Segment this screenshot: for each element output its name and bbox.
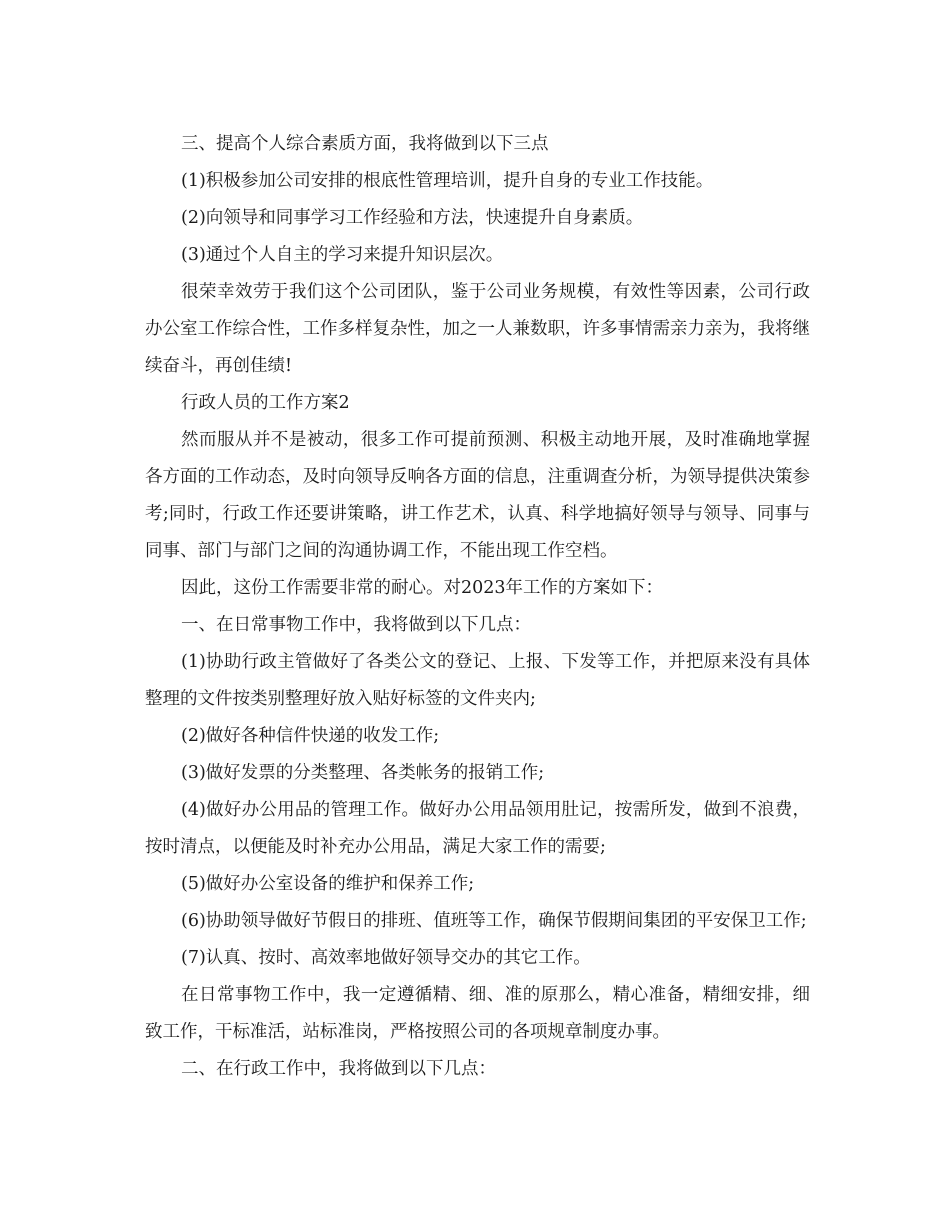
list-item: (6)协助领导做好节假日的排班、值班等工作，确保节假期间集团的平安保卫工作; [181,911,807,931]
list-item: (5)做好办公室设备的维护和保养工作; [181,874,475,894]
section-heading-2: 二、在行政工作中，我将做到以下几点： [181,1059,496,1079]
document-section-title: 行政人员的工作方案2 [181,393,350,413]
section-heading-3: 三、提高个人综合素质方面，我将做到以下三点 [181,134,549,154]
document-body [145,126,810,1088]
list-item: (2)做好各种信件快递的收发工作; [181,726,440,746]
body-paragraph: 然而服从并不是被动，很多工作可提前预测、积极主动地开展，及时准确地掌握各方面的工作动态，及时向领导反响各方面的信息，注重调查分析，为领导提供决策参考;同时，行政工作还要讲策略，讲工作艺术，认真、科学地搞好领导与领导、同事与同事、部门与部门之间的沟通协调工作，不能出现工作空档。 [145,430,810,561]
list-item: (1)积极参加公司安排的根底性管理培训，提升自身的专业工作技能。 [181,171,714,191]
body-paragraph: 在日常事物工作中，我一定遵循精、细、准的原那么，精心准备，精细安排，细致工作，干标准活，站标准岗，严格按照公司的各项规章制度办事。 [145,985,810,1042]
body-paragraph: 很荣幸效劳于我们这个公司团队，鉴于公司业务规模，有效性等因素，公司行政办公室工作综合性，工作多样复杂性，加之一人兼数职，许多事情需亲力亲为，我将继续奋斗，再创佳绩! [145,282,810,376]
list-item: (3)通过个人自主的学习来提升知识层次。 [181,245,504,265]
list-item: (4)做好办公用品的管理工作。做好办公用品领用肚记，按需所发，做到不浪费，按时清点，以便能及时补充办公用品，满足大家工作的需要; [145,800,810,857]
list-item: (2)向领导和同事学习工作经验和方法，快速提升自身素质。 [181,208,644,228]
section-heading-1: 一、在日常事物工作中，我将做到以下几点： [181,615,531,635]
list-item: (7)认真、按时、高效率地做好领导交办的其它工作。 [181,948,591,968]
list-item: (1)协助行政主管做好了各类公文的登记、上报、下发等工作，并把原来没有具体整理的文件按类别整理好放入贴好标签的文件夹内; [145,652,810,709]
body-paragraph: 因此，这份工作需要非常的耐心。对2023年工作的方案如下： [181,578,664,598]
list-item: (3)做好发票的分类整理、各类帐务的报销工作; [181,763,545,783]
